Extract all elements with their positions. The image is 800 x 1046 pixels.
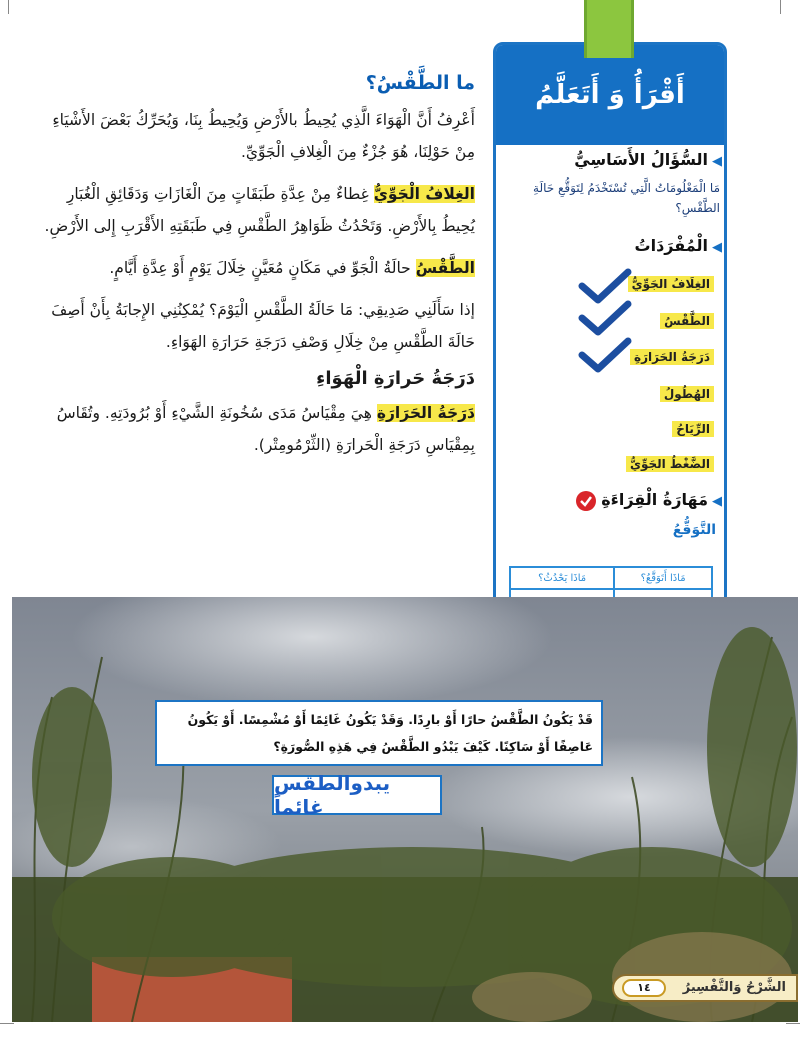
answer-box[interactable] bbox=[272, 771, 442, 819]
crop-mark bbox=[786, 1023, 800, 1024]
crop-mark bbox=[8, 0, 9, 14]
table-header: مَاذَا أَتَوَقَّعُ؟ bbox=[614, 567, 712, 589]
table-header: مَاذَا يَحْدُثُ؟ bbox=[510, 567, 614, 589]
photo-caption-box bbox=[155, 700, 603, 766]
vocab-term: دَرَجَةُ الحَرَارَةِ bbox=[630, 349, 714, 365]
vocab-term: الطَّقْسُ bbox=[660, 313, 714, 329]
answer-text: يبدوالطقس غائماً bbox=[274, 771, 391, 819]
paragraph-text: غِطاءٌ مِنْ عِدَّةِ طَبَقَاتٍ مِنَ الْغَازَاتِ وَدَقَائِقِ الْغُبَارِ يُحِيطُ بِالأَرْضِ. وَتَحْدُثُ ظَوَاهِرُ الطَّقْسِ فِي طَبَقَتِهِ الأَقْرَبِ إِلى الأَرْضِ. bbox=[44, 185, 475, 235]
circle-check-icon bbox=[576, 491, 596, 511]
arrow-left-icon: ◀ bbox=[712, 154, 722, 169]
paragraph bbox=[40, 178, 475, 242]
footer-tab bbox=[612, 974, 798, 1002]
vocab-term: الرِّيَاحُ bbox=[672, 421, 714, 437]
sidebar-title: أَقْرَأُ وَ أَتَعَلَّمُ bbox=[535, 80, 685, 110]
section-label: الشَّرْحُ وَالتَّفْسِيرُ bbox=[682, 980, 786, 995]
reading-skill-label: مَهَارَةُ الْقِرَاءَةِ bbox=[601, 490, 708, 509]
photo-caption: قَدْ يَكُونُ الطَّقْسُ حارًا أَوْ بارِدًا. وَقَدْ يَكُونُ غَائِمًا أَوْ مُشْمِسًا. أَوْ يَكُونُ عَاصِفًا أَوْ سَاكِنًا. كَيْفَ يَبْدُو الطَّقْسُ فِي هَذِهِ الصُّورَةِ؟ bbox=[187, 712, 593, 754]
essential-question-label: السُّؤَالُ الأَسَاسِيُّ bbox=[574, 150, 708, 169]
essential-question-heading bbox=[574, 150, 722, 169]
paragraph: أَعْرِفُ أَنَّ الْهَوَاءَ الَّذِي يُحِيطُ بالأَرْضِ وَيُحِيطُ بِنَا، وَيُحَرِّكُ بَعْضَ الأَشْيَاءِ مِنْ حَوْلِنَا، هُوَ جُزْءٌ مِنَ الْغِلافِ الْجَوِّيِّ. bbox=[52, 111, 475, 161]
paragraph-text: هِيَ مِقْيَاسُ مَدَى سُخُونَةِ الشَّيْءِ أَوْ بُرُودَتِهِ. وتُقَاسُ بِمِقْيَاسِ دَرَجَةِ الْحَرارَةِ (الثِّرْمُومِتْر). bbox=[56, 404, 475, 454]
paragraph: إذا سَأَلَنِي صَدِيقِي: مَا حَالَةُ الطَّقْسِ الْيَوْمَ؟ يُمْكِنُنِي الإِجابَةُ بِأَنْ أَصِفَ حَالَةَ الطَّقْسِ مِنْ خِلَالِ وَصْفِ دَرَجَةِ حَرَارَةِ الهَوَاءِ. bbox=[51, 301, 475, 351]
vocab-term: الضَّغْطُ الجَوِّيُّ bbox=[626, 456, 714, 472]
sidebar-header bbox=[496, 45, 724, 145]
arrow-left-icon: ◀ bbox=[712, 240, 722, 255]
reading-skill-heading bbox=[576, 490, 722, 511]
vocab-term: الهُطُولُ bbox=[660, 386, 714, 402]
paragraph bbox=[40, 252, 475, 284]
term-highlight: الطَّقْسُ bbox=[415, 259, 475, 277]
bookmark-ribbon bbox=[584, 0, 634, 58]
section-heading: ما الطَّقْسُ؟ bbox=[365, 72, 475, 94]
checkmark-icon bbox=[578, 300, 632, 338]
subheading: دَرَجَةُ حَرارَةِ الْهَوَاءِ bbox=[316, 368, 475, 389]
term-highlight: دَرَجَةُ الحَرَارَةِ bbox=[376, 404, 475, 422]
crop-mark bbox=[780, 0, 781, 14]
arrow-left-icon: ◀ bbox=[712, 494, 722, 509]
term-highlight: الغِلافُ الْجَوِّيُّ bbox=[373, 185, 475, 203]
reading-skill: التَّوَقُّعُ bbox=[672, 522, 716, 538]
paragraph bbox=[40, 397, 475, 461]
crop-mark bbox=[0, 1023, 14, 1024]
essential-question: مَا الْمَعْلُومَاتُ الَّتِي تُسْتَخْدَمُ لِتَوَقُّعِ حَالَةِ الطَّقْسِ؟ bbox=[533, 181, 720, 215]
page-number: ١٤ bbox=[622, 979, 666, 997]
checkmark-icon bbox=[578, 337, 632, 375]
vocabulary-heading bbox=[635, 236, 722, 255]
vocabulary-label: الْمُفْرَدَاتُ bbox=[634, 236, 708, 255]
main-text-column bbox=[40, 72, 475, 471]
vocab-term: الغِلَافُ الجَوِّيُّ bbox=[628, 276, 714, 292]
paragraph-text: حالَةُ الْجَوِّ في مَكَانٍ مُعَيَّنٍ خِلَالَ يَوْمٍ أَوْ عِدَّةِ أَيَّامٍ. bbox=[109, 259, 416, 277]
